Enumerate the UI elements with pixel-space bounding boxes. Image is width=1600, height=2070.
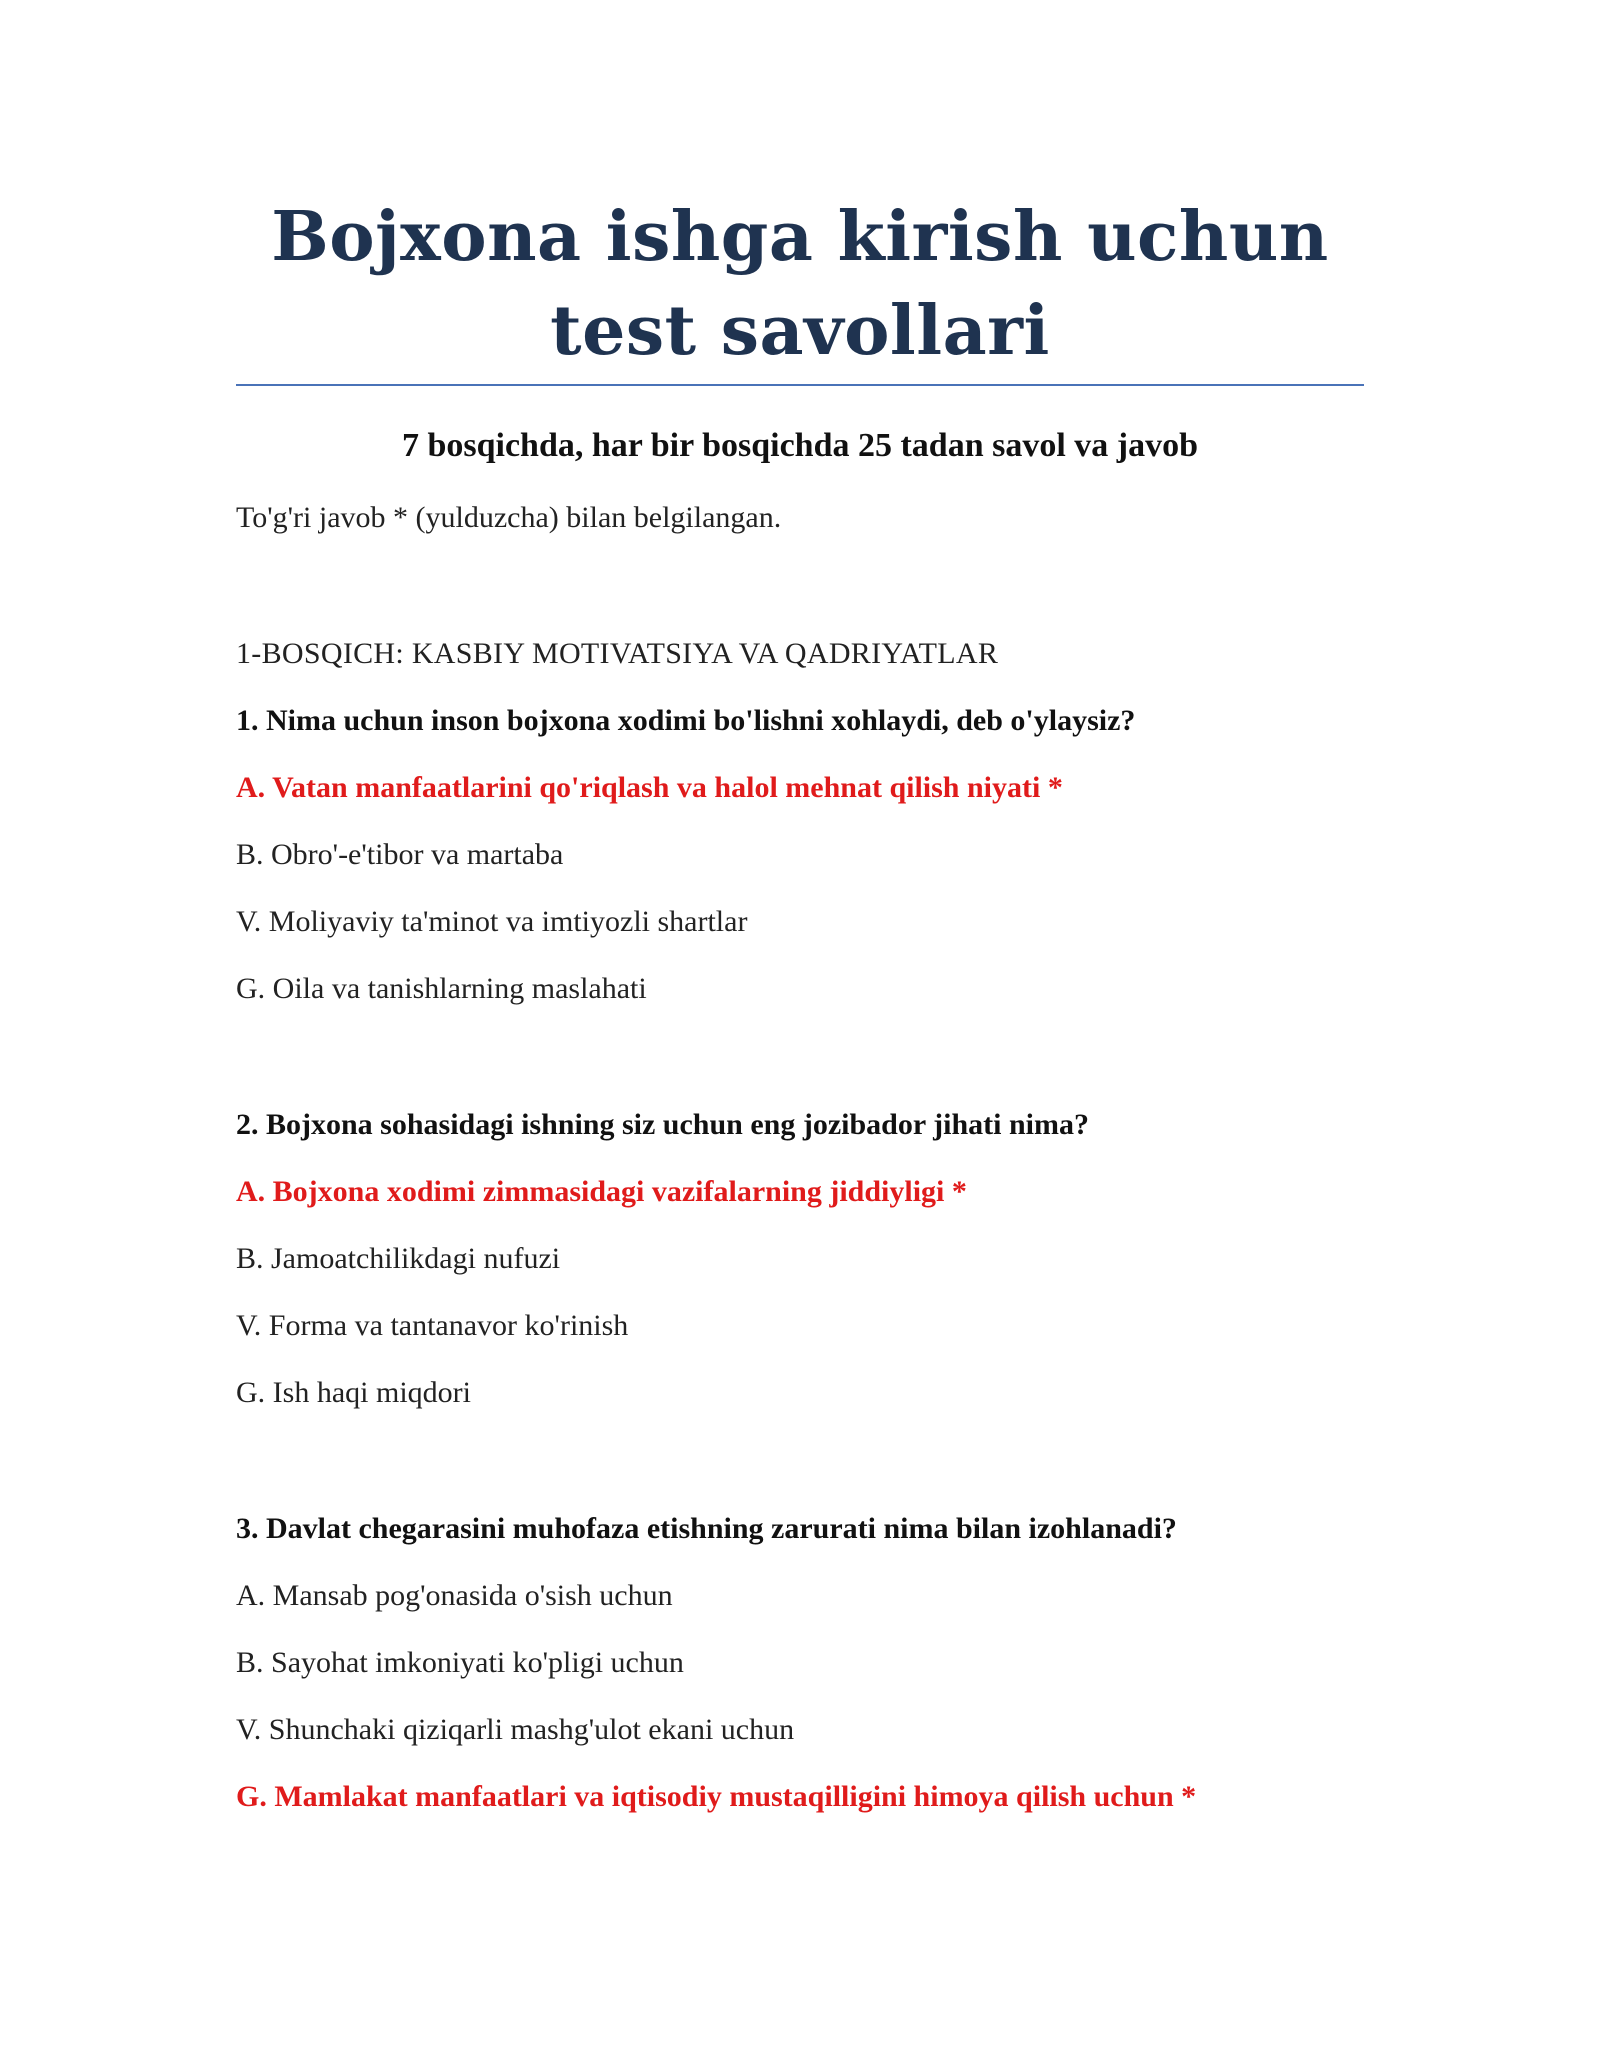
question-1-option-b: B. Obro'-e'tibor va martaba bbox=[236, 838, 564, 871]
question-2-option-b: B. Jamoatchilikdagi nufuzi bbox=[236, 1242, 561, 1275]
question-1-option-g: G. Oila va tanishlarning maslahati bbox=[236, 972, 647, 1005]
stage-heading: 1-BOSQICH: KASBIY MOTIVATSIYA VA QADRIYATLAR bbox=[236, 637, 999, 670]
question-2-option-a: A. Bojxona xodimi zimmasidagi vazifalarning jiddiyligi * bbox=[236, 1175, 967, 1208]
question-3-option-b: B. Sayohat imkoniyati ko'pligi uchun bbox=[236, 1646, 684, 1679]
question-3: 3. Davlat chegarasini muhofaza etishning zarurati nima bilan izohlanadi? bbox=[236, 1512, 1177, 1545]
question-1-option-v: V. Moliyaviy ta'minot va imtiyozli shartlar bbox=[236, 905, 748, 938]
document-title: Bojxona ishga kirish uchun test savollari bbox=[271, 197, 1329, 371]
question-2-option-g: G. Ish haqi miqdori bbox=[236, 1376, 471, 1409]
legend-note: To'g'ri javob * (yulduzcha) bilan belgilangan. bbox=[236, 501, 782, 534]
question-3-option-a: A. Mansab pog'onasida o'sish uchun bbox=[236, 1579, 673, 1612]
question-1: 1. Nima uchun inson bojxona xodimi bo'lishni xohlaydi, deb o'ylaysiz? bbox=[236, 704, 1136, 737]
question-2: 2. Bojxona sohasidagi ishning siz uchun eng jozibador jihati nima? bbox=[236, 1108, 1089, 1141]
question-3-option-v: V. Shunchaki qiziqarli mashg'ulot ekani uchun bbox=[236, 1713, 795, 1746]
document-subtitle: 7 bosqichda, har bir bosqichda 25 tadan savol va javob bbox=[401, 427, 1199, 464]
title-divider bbox=[236, 384, 1364, 386]
question-3-option-g: G. Mamlakat manfaatlari va iqtisodiy mustaqilligini himoya qilish uchun * bbox=[236, 1780, 1197, 1813]
question-1-option-a: A. Vatan manfaatlarini qo'riqlash va halol mehnat qilish niyati * bbox=[236, 771, 1063, 804]
question-2-option-v: V. Forma va tantanavor ko'rinish bbox=[236, 1309, 629, 1342]
